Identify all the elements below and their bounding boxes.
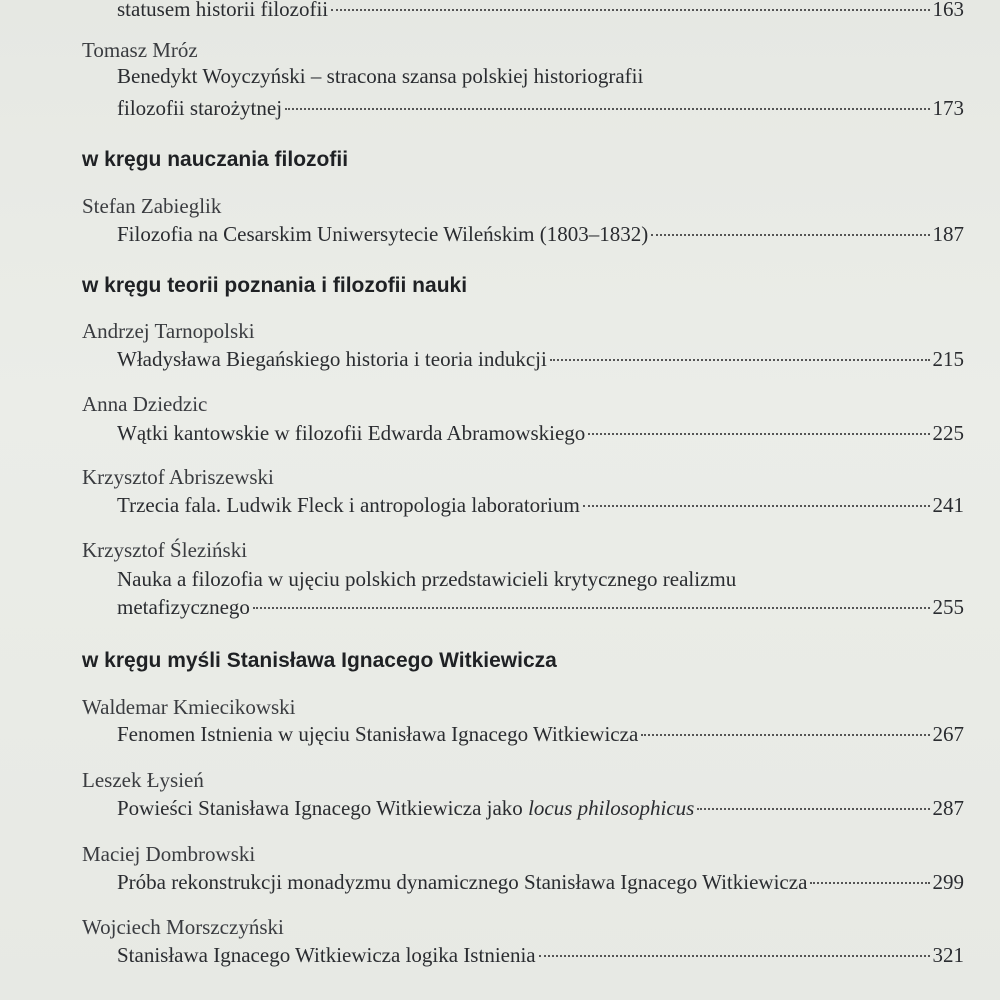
dot-leader <box>285 108 929 110</box>
toc-entry-line <box>117 95 964 121</box>
entry-title-italic: locus philosophicus <box>528 796 695 820</box>
page-number: 173 <box>932 96 964 120</box>
dot-leader <box>641 734 929 736</box>
toc-entry-line <box>117 420 964 446</box>
entry-title: Trzecia fala. Ludwik Fleck i antropologia laboratorium <box>117 493 580 517</box>
entry-title: filozofii starożytnej <box>117 96 283 120</box>
section-heading: w kręgu nauczania filozofii <box>82 148 349 171</box>
entry-author: Andrzej Tarnopolski <box>82 319 255 343</box>
entry-title-text: Powieści Stanisława Ignacego Witkiewicza jako <box>117 796 529 820</box>
dot-leader <box>550 359 930 361</box>
page-number: 241 <box>932 493 964 517</box>
toc-entry-line <box>117 869 964 895</box>
entry-title: Próba rekonstrukcji monadyzmu dynamicznego Stanisława Ignacego Witkiewicza <box>117 870 808 894</box>
toc-entry-line <box>117 346 964 372</box>
entry-title: statusem historii filozofii <box>117 0 329 21</box>
entry-author: Krzysztof Śleziński <box>82 538 248 562</box>
page-number: 255 <box>932 595 964 619</box>
page-number: 187 <box>932 222 964 246</box>
section-heading: w kręgu teorii poznania i filozofii nauki <box>82 274 468 297</box>
page-number: 267 <box>932 722 964 746</box>
toc-entry-line <box>117 492 964 518</box>
entry-author: Krzysztof Abriszewski <box>82 465 274 489</box>
entry-author: Leszek Łysień <box>82 768 204 792</box>
toc-entry-line <box>117 594 964 620</box>
dot-leader <box>253 607 930 609</box>
entry-author: Anna Dziedzic <box>82 392 208 416</box>
entry-title: metafizycznego <box>117 595 250 619</box>
dot-leader <box>583 505 930 507</box>
dot-leader <box>651 234 929 236</box>
section-heading: w kręgu myśli Stanisława Ignacego Witkiewicza <box>82 649 557 672</box>
dot-leader <box>697 808 929 810</box>
dot-leader <box>331 9 929 11</box>
entry-author: Waldemar Kmiecikowski <box>82 695 296 719</box>
entry-author: Stefan Zabieglik <box>82 194 222 218</box>
page-number: 287 <box>932 796 964 820</box>
entry-title: Stanisława Ignacego Witkiewicza logika Istnienia <box>117 943 536 967</box>
page-number: 163 <box>932 0 964 21</box>
entry-author: Wojciech Morszczyński <box>82 915 284 939</box>
dot-leader <box>810 882 929 884</box>
entry-title: Nauka a filozofia w ujęciu polskich przedstawicieli krytycznego realizmu <box>117 567 737 591</box>
page-number: 299 <box>932 870 964 894</box>
page-number: 321 <box>932 943 964 967</box>
page-number: 215 <box>932 347 964 371</box>
toc-entry-line <box>117 721 964 747</box>
toc-entry-line <box>117 942 964 968</box>
toc-entry-line <box>117 795 964 821</box>
entry-title: Władysława Biegańskiego historia i teoria indukcji <box>117 347 547 371</box>
toc-entry-line <box>117 0 964 22</box>
entry-author: Tomasz Mróz <box>82 38 198 62</box>
dot-leader <box>588 433 929 435</box>
entry-author: Maciej Dombrowski <box>82 842 256 866</box>
page-number: 225 <box>932 421 964 445</box>
entry-title <box>117 795 694 821</box>
entry-title: Benedykt Woyczyński – stracona szansa polskiej historiografii <box>117 64 644 88</box>
entry-title: Wątki kantowskie w filozofii Edwarda Abramowskiego <box>117 421 586 445</box>
toc-entry-line <box>117 221 964 247</box>
dot-leader <box>539 955 930 957</box>
entry-title: Filozofia na Cesarskim Uniwersytecie Wileńskim (1803–1832) <box>117 222 649 246</box>
entry-title: Fenomen Istnienia w ujęciu Stanisława Ignacego Witkiewicza <box>117 722 639 746</box>
